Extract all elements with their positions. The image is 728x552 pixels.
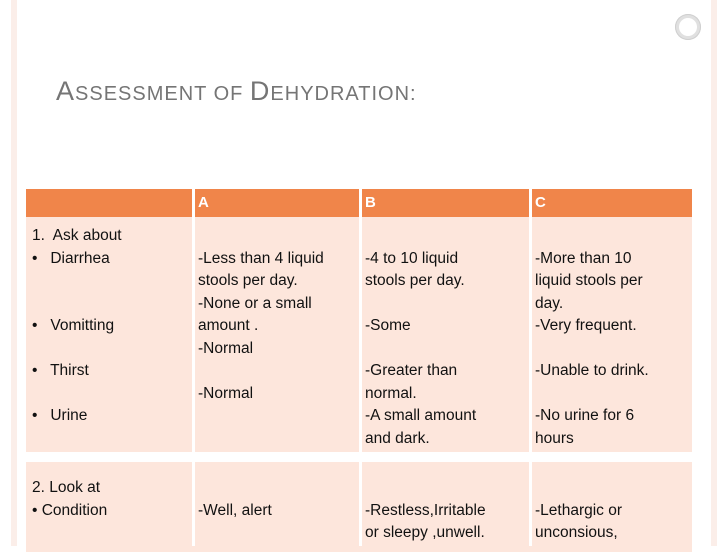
- cell-line: normal.: [365, 384, 417, 402]
- cell-line: amount .: [198, 317, 259, 334]
- cell-line: or sleepy ,unwell.: [365, 524, 485, 541]
- header-cell-c: C: [535, 194, 546, 211]
- cell-line: stools per day.: [365, 272, 465, 289]
- cell-line: [535, 225, 649, 248]
- cell-line: 1. Ask about: [32, 227, 122, 244]
- cell-line: [365, 293, 476, 316]
- cell-line: hours: [535, 429, 574, 447]
- section1-col-a: [198, 225, 324, 405]
- section2-col-a: [198, 477, 272, 522]
- section2-col-b: [365, 477, 486, 545]
- section1-label: [32, 225, 122, 428]
- cell-line: -Less than 4 liquid: [198, 249, 324, 267]
- cell-line: [535, 477, 622, 500]
- cell-line: [32, 293, 122, 316]
- cell-line: • Vomitting: [32, 317, 115, 334]
- header-cell-b: B: [365, 194, 376, 211]
- section1-col-c: [535, 225, 649, 450]
- cell-line: [32, 270, 122, 293]
- cell-line: -Normal: [198, 384, 254, 402]
- cell-line: • Diarrhea: [32, 249, 110, 267]
- cell-line: -Restless,Irritable: [365, 501, 486, 519]
- cell-line: -More than 10: [535, 249, 632, 267]
- cell-line: • Thirst: [32, 362, 89, 379]
- cell-line: [32, 338, 122, 361]
- slide-title: ASSESSMENT OF DEHYDRATION:: [56, 76, 417, 106]
- section1-col-b: [365, 225, 476, 450]
- cell-line: [198, 360, 324, 383]
- cell-line: • Condition: [32, 501, 108, 519]
- header-cell-a: A: [198, 194, 209, 211]
- cell-line: -Very frequent.: [535, 317, 637, 334]
- section2-col-c: [535, 477, 622, 545]
- column-divider: [192, 189, 195, 546]
- cell-line: [365, 338, 476, 361]
- cell-line: day.: [535, 294, 564, 312]
- cell-line: -None or a small: [198, 294, 312, 312]
- cell-line: [198, 477, 272, 500]
- cell-line: 2. Look at: [32, 479, 101, 496]
- decorative-circle-icon: [675, 14, 701, 40]
- column-divider: [529, 189, 532, 546]
- cell-line: -4 to 10 liquid: [365, 249, 459, 267]
- cell-line: stools per day.: [198, 272, 298, 289]
- slide-border-right: [711, 0, 717, 546]
- slide-border-left: [11, 0, 17, 546]
- cell-line: • Urine: [32, 407, 88, 424]
- cell-line: [535, 338, 649, 361]
- cell-line: [32, 383, 122, 406]
- section2-label: [32, 477, 107, 522]
- cell-line: [198, 225, 324, 248]
- cell-line: [535, 383, 649, 406]
- cell-line: liquid stools per: [535, 272, 643, 289]
- cell-line: [365, 477, 486, 500]
- cell-line: -No urine for 6: [535, 407, 635, 424]
- cell-line: and dark.: [365, 429, 430, 447]
- cell-line: unconsious,: [535, 524, 618, 541]
- cell-line: -A small amount: [365, 407, 477, 424]
- cell-line: -Greater than: [365, 362, 458, 379]
- cell-line: -Unable to drink.: [535, 362, 649, 379]
- cell-line: [365, 225, 476, 248]
- cell-line: -Some: [365, 317, 411, 334]
- column-divider: [359, 189, 362, 546]
- cell-line: -Normal: [198, 339, 254, 357]
- cell-line: -Lethargic or: [535, 501, 623, 519]
- cell-line: -Well, alert: [198, 501, 272, 519]
